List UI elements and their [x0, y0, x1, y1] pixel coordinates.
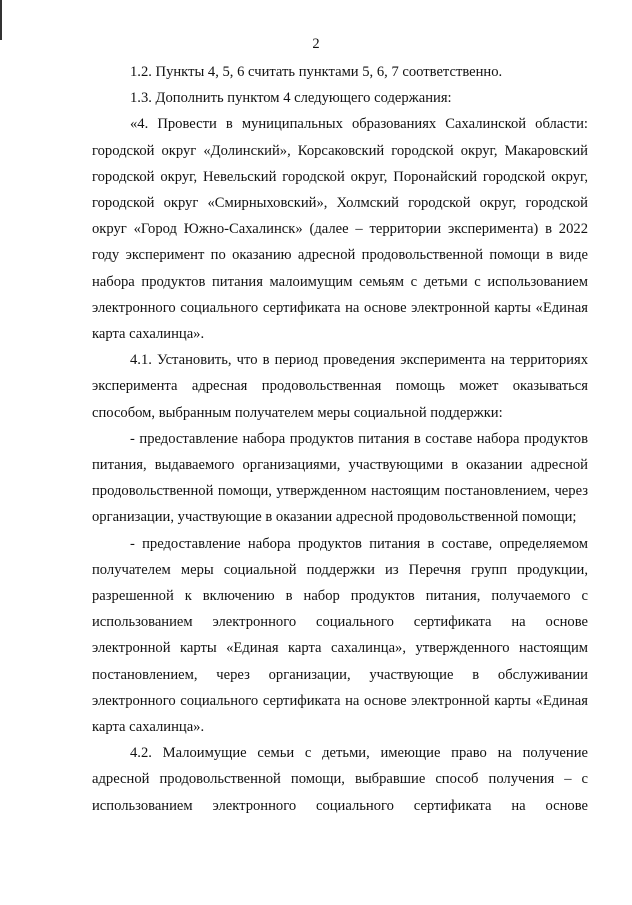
scan-edge-mark [0, 0, 2, 40]
paragraph-4: «4. Провести в муниципальных образованиях Сахалинской области: городской округ «Долинский», Корсаковский городской округ, Макаровский городской округ, Невельский городской округ, Поронайский городской округ, городской округ «Смирныховский», Холмский городской округ, городской округ «Город Южно-Сахалинск» (далее – территории эксперимента) в 2022 году эксперимент по оказанию адресной продовольственной помощи в виде набора продуктов питания малоимущим семьям с детьми с использованием электронного социального сертификата на основе электронной карты «Единая карта сахалинца». [92, 116, 588, 343]
list-item-food-set-certificate: - предоставление набора продуктов питания в составе, определяемом получателем меры социальной поддержки из Перечня групп продукции, разрешенной к включению в набор продуктов питания, получаемого с использованием электронного социального сертификата на основе электронной карты «Единая карта сахалинца», утвержденного настоящим постановлением, через организации, участвующие в обслуживании электронного социального сертификата на основе электронной карты «Единая карта сахалинца». [92, 535, 588, 736]
paragraph-4-1: 4.1. Установить, что в период проведения эксперимента на территориях эксперимента адресная продовольственная помощь может оказываться способом, выбранным получателем меры социальной поддержки: [92, 352, 588, 421]
paragraph-1-3: 1.3. Дополнить пунктом 4 следующего содержания: [130, 90, 452, 107]
list-item-food-set-organizations: - предоставление набора продуктов питания в составе набора продуктов питания, выдаваемого организациями, участвующими в оказании адресной продовольственной помощи, утвержденном настоящим постановлением, через организации, участвующие в оказании адресной продовольственной помощи; [92, 430, 588, 526]
document-body [92, 59, 588, 819]
paragraph-4-2: 4.2. Малоимущие семьи с детьми, имеющие право на получение адресной продовольственной помощи, выбравшие способ получения – с использованием электронного социального сертификата на основе [92, 745, 588, 814]
paragraph-1-2: 1.2. Пункты 4, 5, 6 считать пунктами 5, 6, 7 соответственно. [130, 64, 503, 80]
page-number: 2 [312, 36, 320, 52]
